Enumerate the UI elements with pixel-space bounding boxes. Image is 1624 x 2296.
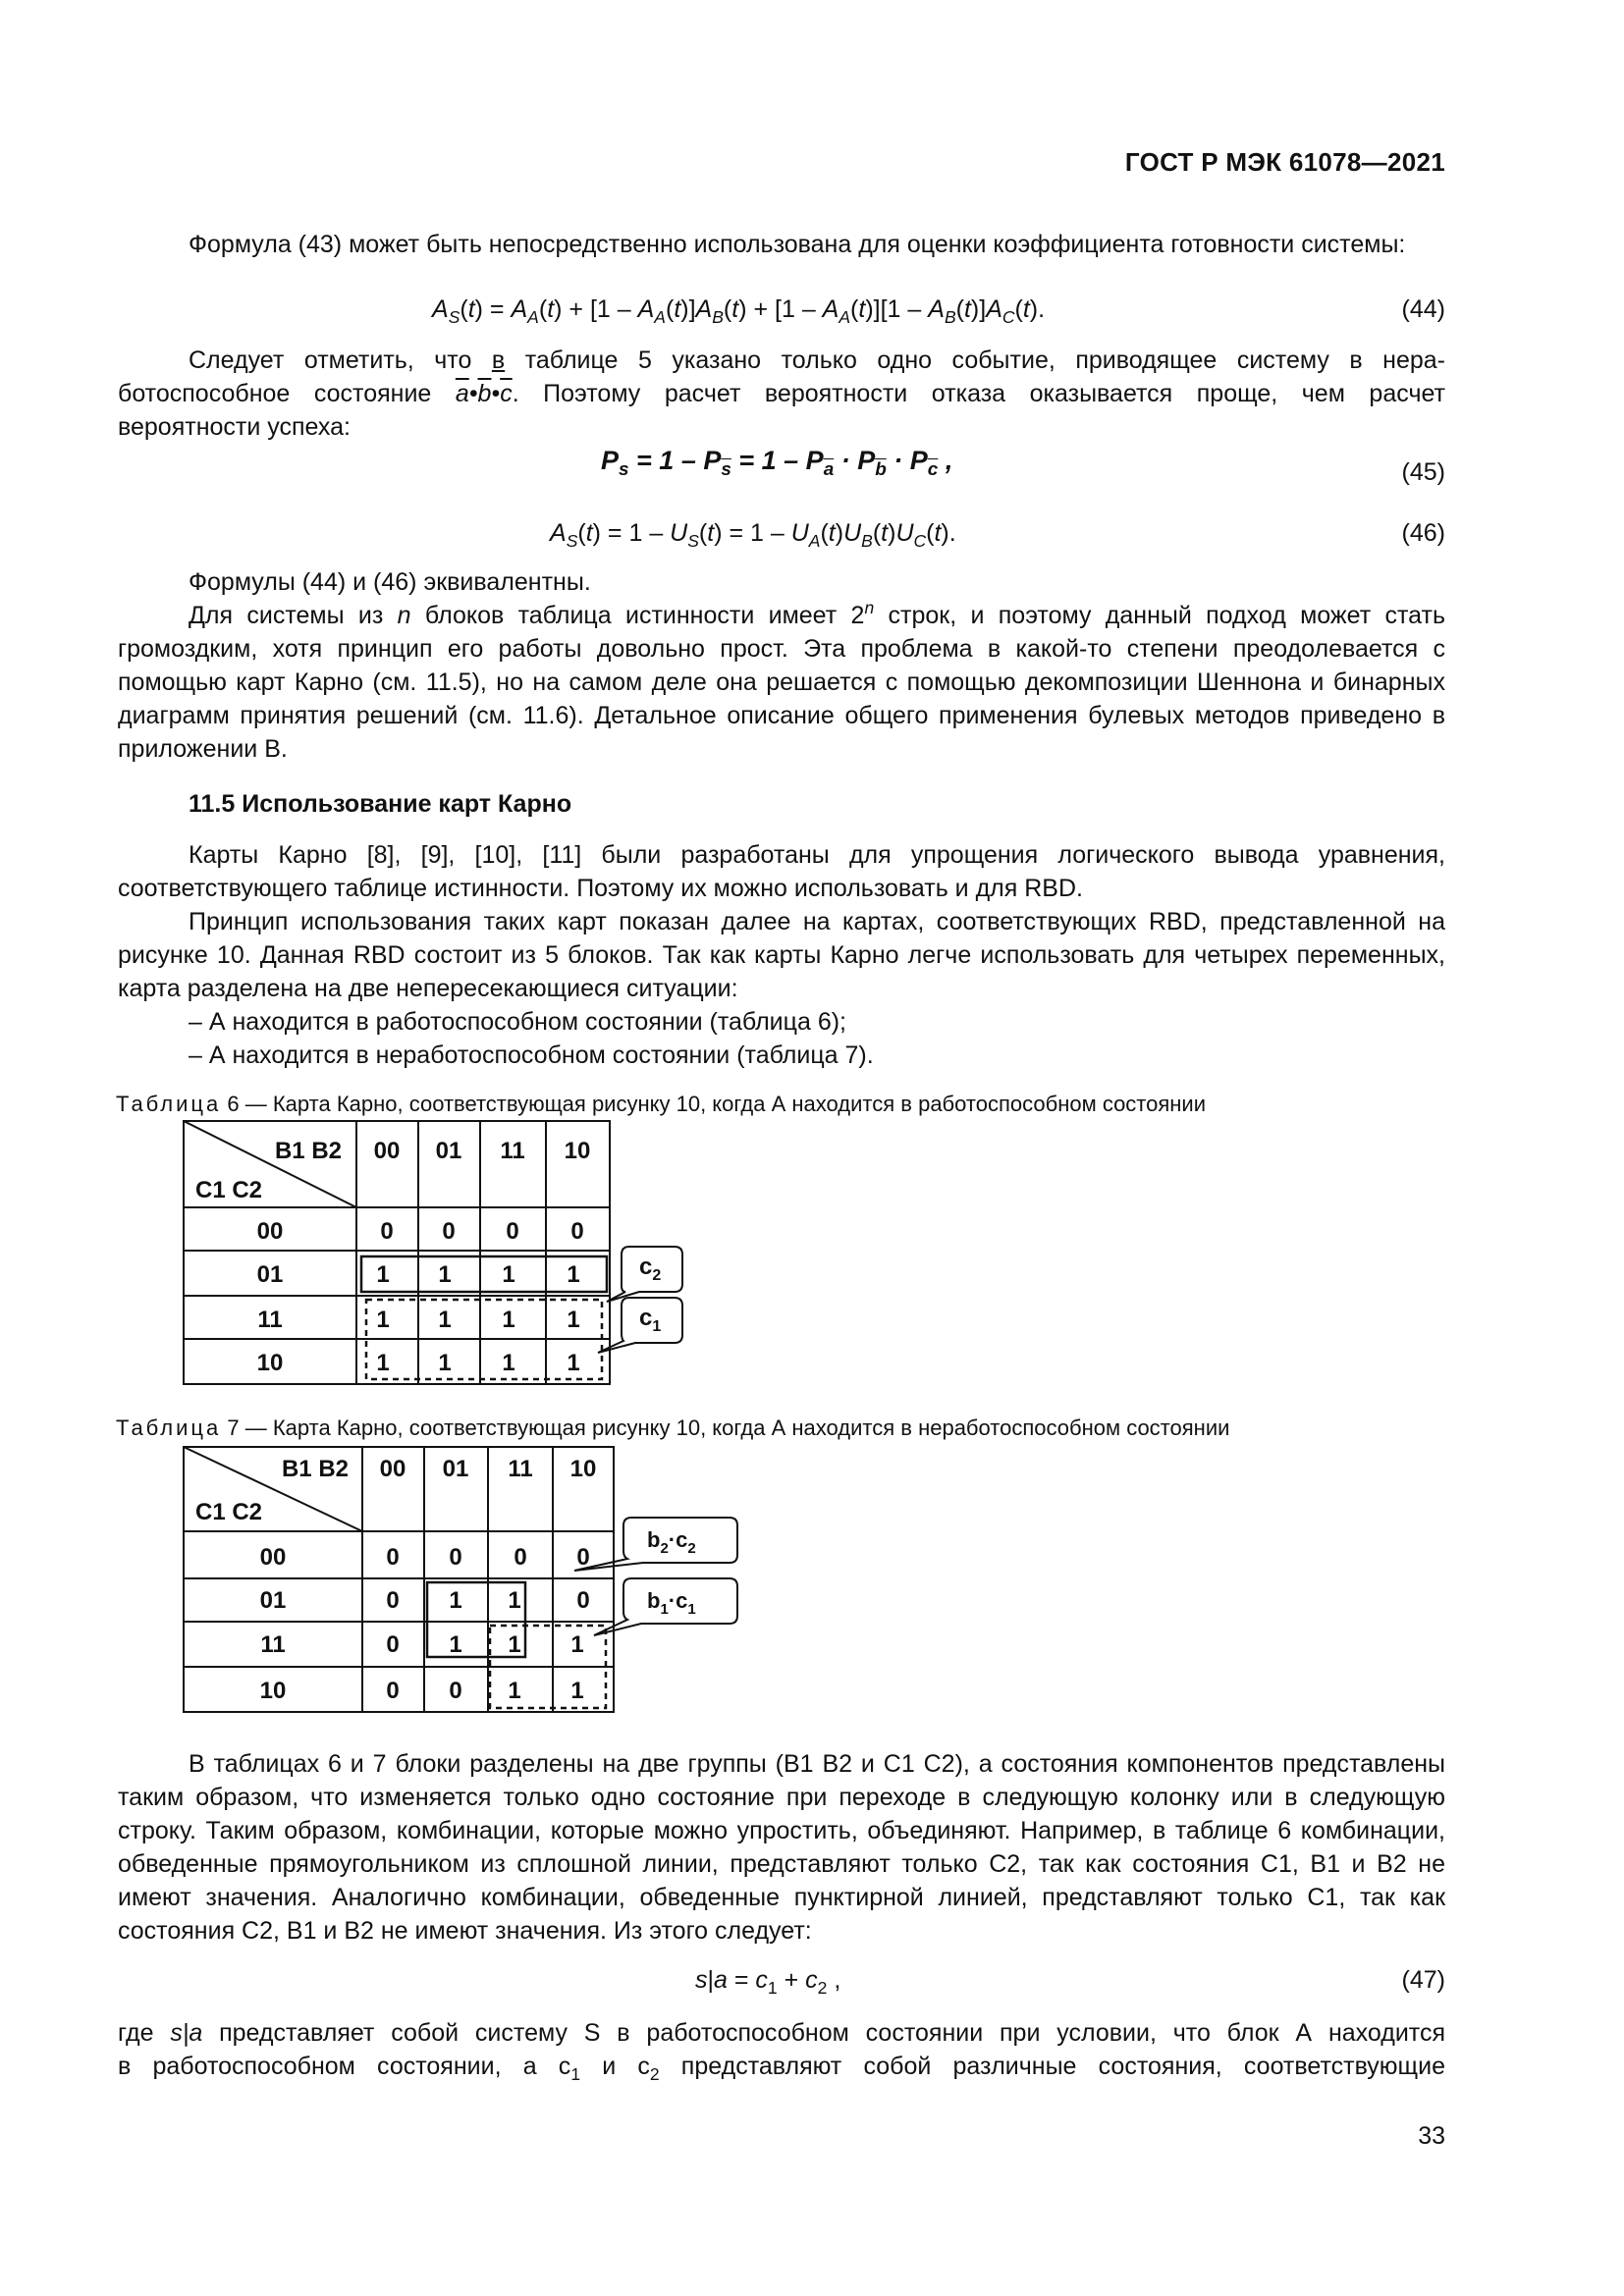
list-item-a-inoperable: – А находится в неработоспособном состоянии (таблица 7).: [189, 1041, 874, 1069]
page-number: 33: [1418, 2122, 1445, 2150]
table6-cell: 1: [376, 1261, 390, 1288]
table7-cell: 1: [570, 1631, 584, 1658]
table6-row-header: 00: [256, 1218, 284, 1245]
table7-cell: 0: [514, 1544, 527, 1571]
equation-46: $A_S(t) = 1 - U_S(t) = 1 - U_A(t)U_B(t)U_C(t)$.: [550, 519, 956, 551]
paragraph-equivalent: Формулы (44) и (46) эквивалентны.: [189, 568, 591, 596]
table6-row-header: 11: [257, 1307, 283, 1333]
paragraph-karnaugh-intro: Карты Карно [8], [9], [10], [11] были разработаны для упрощения логического вывода уравнения, соответствующего таблице истинности. Поэтому их можно использовать и для RBD.: [118, 841, 1445, 902]
table7-cell: 0: [449, 1678, 462, 1704]
equation-46-number: (46): [1401, 519, 1445, 547]
table6-cell: 1: [376, 1350, 390, 1376]
table7-cell: 1: [449, 1587, 462, 1614]
table6-cell: 0: [380, 1218, 394, 1245]
table6-col-header: 01: [435, 1138, 462, 1164]
table7-row-header: 01: [259, 1587, 287, 1614]
table6-cell: 1: [438, 1350, 452, 1376]
callout-b1c1-label: $b_1\cdot c_1$: [647, 1588, 696, 1618]
table7-cell: 1: [508, 1678, 521, 1704]
table6-col-header: 00: [373, 1138, 401, 1164]
table6-cell: 1: [502, 1307, 515, 1333]
section-heading: 11.5 Использование карт Карно: [189, 790, 572, 818]
callout-b2c2-label: $b_2\cdot c_2$: [647, 1527, 696, 1557]
paragraph-where-line1: где s|a представляет собой систему S в работоспособном состоянии при условии, что блок А находится: [118, 2019, 1445, 2047]
table7-cell: 1: [508, 1631, 521, 1658]
table7-cell: 0: [576, 1544, 590, 1571]
standard-header: ГОСТ Р МЭК 61078—2021: [1124, 147, 1445, 177]
equation-44: $A_S(t) = A_A(t) + [1 - A_A(t)]A_B(t) + [1 - A_A(t)][1 - A_B(t)]A_C(t)$.: [432, 295, 1046, 327]
paragraph-groups-explanation: В таблицах 6 и 7 блоки разделены на две группы (B1 B2 и C1 C2), а состояния компонентов представлены таким образом, что изменяется только одно состояние при переходе в следующую колонку или в следующую строку. Таким образом, комбинации, которые можно упростить, объединяют. Например, в таблице 6 комбинации, обведенные прямоугольником из сплошной линии, представляют только C2, так как состояния C1, B1 и B2 не имеют значения. Аналогично комбинации, обведенные пунктирной линией, представляют только C1, так как состояния C2, B1 и B2 не имеют значения. Из этого следует:: [118, 1750, 1445, 1945]
table6-row-header: 10: [256, 1350, 284, 1376]
table7-cell: 0: [386, 1544, 400, 1571]
table6-cell: 0: [442, 1218, 456, 1245]
table7-cell: 0: [449, 1544, 462, 1571]
table7-cell: 1: [508, 1587, 521, 1614]
table6-col-header: 10: [564, 1138, 591, 1164]
table6-caption: Таблица 6 — Карта Карно, соответствующая рисунку 10, когда А находится в работоспособном состоянии: [116, 1092, 1207, 1116]
equation-47-number: (47): [1401, 1966, 1445, 1994]
table7-row-header: 00: [259, 1544, 287, 1571]
table6-cell: 1: [376, 1307, 390, 1333]
table6-row-header: 01: [256, 1261, 284, 1288]
equation-44-number: (44): [1401, 295, 1445, 323]
table7-cell: 0: [386, 1587, 400, 1614]
paragraph-note-line2: ботоспособное состояние $\overline{a}•\overline{b}•\overline{c}$. Поэтому расчет вероятности отказа оказывается проще, чем расчет: [118, 380, 1445, 407]
table7-row-header: 10: [259, 1678, 287, 1704]
table7-col-header: 01: [442, 1456, 469, 1482]
table6-corner-bottom: C1 C2: [195, 1177, 263, 1203]
table6-cell: 1: [567, 1350, 580, 1376]
callout-c1-label: $c_1$: [639, 1305, 662, 1335]
paragraph-karnaugh-principle: Принцип использования таких карт показан далее на картах, соответствующих RBD, представленной на рисунке 10. Данная RBD состоит из 5 блоков. Так как карты Карно легче использовать для четырех переменных, карта разделена на две непересекающиеся ситуации:: [118, 908, 1445, 1002]
table6-cell: 1: [567, 1261, 580, 1288]
table7-cell: 0: [576, 1587, 590, 1614]
paragraph-where-line2: в работоспособном состоянии, а $c_1$ и $c_2$ представляют собой различные состояния, соответствующие: [118, 2053, 1445, 2084]
table7-corner-bottom: C1 C2: [195, 1499, 263, 1525]
karnaugh-map-table6: [182, 1119, 692, 1389]
table7-corner-top: B1 B2: [281, 1456, 349, 1482]
table6-cell: 1: [438, 1261, 452, 1288]
paragraph-note-line1: Следует отметить, что в таблице 5 указано только одно событие, приводящее систему в нера-: [189, 347, 1445, 374]
table7-cell: 1: [449, 1631, 462, 1658]
table7-col-header: 11: [508, 1456, 533, 1482]
paragraph-truth-table: Для системы из n блоков таблица истинности имеет 2$^n$ строк, и поэтому данный подход может стать громоздким, хотя принцип его работы довольно прост. Эта проблема в какой-то степени преодолевается с помощью карт Карно (см. 11.5), но на самом деле она решается с помощью декомпозиции Шеннона и бинарных диаграмм принятия решений (см. 11.6). Детальное описание общего применения булевых методов приведено в приложении В.: [118, 598, 1445, 763]
table6-cell: 1: [438, 1307, 452, 1333]
table6-cell: 1: [502, 1350, 515, 1376]
table7-cell: 0: [386, 1631, 400, 1658]
list-item-a-operable: – А находится в работоспособном состоянии (таблица 6);: [189, 1008, 846, 1036]
karnaugh-map-table7: [182, 1445, 751, 1715]
table6-cell: 1: [567, 1307, 580, 1333]
table7-cell: 0: [386, 1678, 400, 1704]
table7-caption: Таблица 7 — Карта Карно, соответствующая рисунку 10, когда А находится в неработоспособном состоянии: [116, 1415, 1230, 1440]
table7-col-header: 10: [569, 1456, 597, 1482]
equation-45-number: (45): [1401, 458, 1445, 486]
table6-col-header: 11: [500, 1138, 525, 1164]
equation-47: $s|a = c_1 + c_2$ ,: [695, 1966, 841, 1998]
table6-corner-top: B1 B2: [274, 1138, 342, 1164]
table7-cell: 1: [570, 1678, 584, 1704]
table7-col-header: 00: [379, 1456, 406, 1482]
paragraph-note-line3: вероятности успеха:: [118, 413, 351, 441]
callout-c2-label: $c_2$: [639, 1254, 662, 1284]
table7-row-header: 11: [260, 1631, 286, 1658]
table6-cell: 0: [570, 1218, 584, 1245]
table6-cell: 1: [502, 1261, 515, 1288]
equation-45: $P_s = 1 - P_{\overline{s}} = 1 - P_{\overline{a}} \cdot P_{\overline{b}} \cdot P_{\overline{c}}$ ,: [601, 446, 953, 480]
paragraph-formula-43: Формула (43) может быть непосредственно использована для оценки коэффициента готовности системы:: [189, 231, 1406, 258]
table6-cell: 0: [506, 1218, 519, 1245]
